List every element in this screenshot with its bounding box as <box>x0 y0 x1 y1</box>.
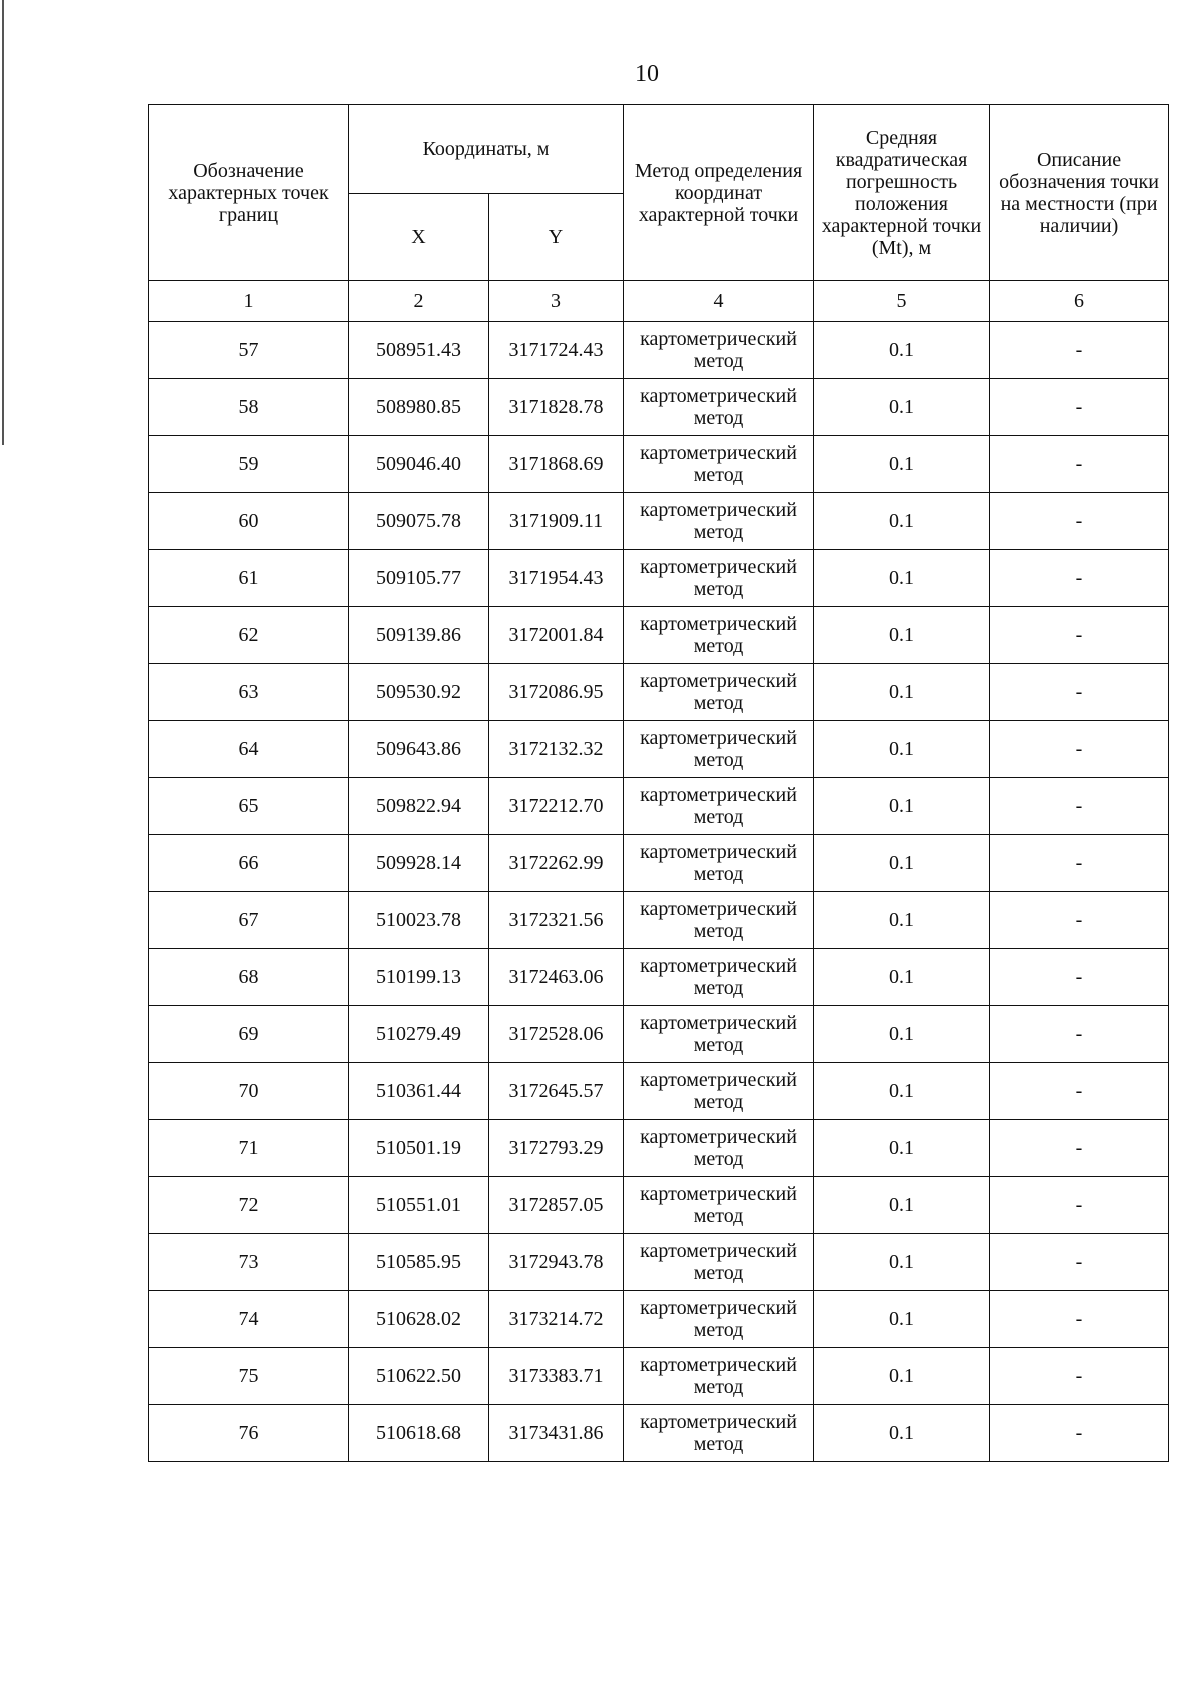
x-cell: 510622.50 <box>349 1348 489 1405</box>
point-cell: 72 <box>149 1177 349 1234</box>
header-method: Метод определения координат характерной точки <box>624 105 814 281</box>
error-cell: 0.1 <box>814 1291 990 1348</box>
column-number: 6 <box>990 281 1169 322</box>
column-number: 4 <box>624 281 814 322</box>
column-number: 1 <box>149 281 349 322</box>
x-cell: 510585.95 <box>349 1234 489 1291</box>
header-point: Обозначение характерных точек границ <box>149 105 349 281</box>
x-cell: 508951.43 <box>349 322 489 379</box>
header-row <box>149 105 1169 194</box>
x-cell: 510023.78 <box>349 892 489 949</box>
description-cell: - <box>990 835 1169 892</box>
method-cell: картометрический метод <box>624 607 814 664</box>
header-coords: Координаты, м <box>349 105 624 194</box>
table-row <box>149 1405 1169 1462</box>
error-cell: 0.1 <box>814 1006 990 1063</box>
point-cell: 70 <box>149 1063 349 1120</box>
method-cell: картометрический метод <box>624 436 814 493</box>
error-cell: 0.1 <box>814 949 990 1006</box>
point-cell: 71 <box>149 1120 349 1177</box>
x-cell: 510618.68 <box>349 1405 489 1462</box>
error-cell: 0.1 <box>814 1348 990 1405</box>
point-cell: 66 <box>149 835 349 892</box>
x-cell: 509928.14 <box>349 835 489 892</box>
x-cell: 510199.13 <box>349 949 489 1006</box>
point-cell: 69 <box>149 1006 349 1063</box>
table-row <box>149 892 1169 949</box>
description-cell: - <box>990 664 1169 721</box>
method-cell: картометрический метод <box>624 664 814 721</box>
method-cell: картометрический метод <box>624 1120 814 1177</box>
method-cell: картометрический метод <box>624 1177 814 1234</box>
y-cell: 3172943.78 <box>489 1234 624 1291</box>
table-body <box>149 322 1169 1462</box>
column-number-row <box>149 281 1169 322</box>
table-row <box>149 1234 1169 1291</box>
point-cell: 76 <box>149 1405 349 1462</box>
error-cell: 0.1 <box>814 493 990 550</box>
point-cell: 63 <box>149 664 349 721</box>
error-cell: 0.1 <box>814 1120 990 1177</box>
error-cell: 0.1 <box>814 607 990 664</box>
error-cell: 0.1 <box>814 892 990 949</box>
method-cell: картометрический метод <box>624 949 814 1006</box>
description-cell: - <box>990 892 1169 949</box>
method-cell: картометрический метод <box>624 322 814 379</box>
method-cell: картометрический метод <box>624 1291 814 1348</box>
table-row <box>149 778 1169 835</box>
description-cell: - <box>990 1291 1169 1348</box>
x-cell: 510551.01 <box>349 1177 489 1234</box>
description-cell: - <box>990 1177 1169 1234</box>
x-cell: 510501.19 <box>349 1120 489 1177</box>
method-cell: картометрический метод <box>624 835 814 892</box>
y-cell: 3173214.72 <box>489 1291 624 1348</box>
point-cell: 65 <box>149 778 349 835</box>
method-cell: картометрический метод <box>624 550 814 607</box>
x-cell: 508980.85 <box>349 379 489 436</box>
header-error: Средняя квадратическая погрешность положения характерной точки (Mt), м <box>814 105 990 281</box>
point-cell: 75 <box>149 1348 349 1405</box>
description-cell: - <box>990 1063 1169 1120</box>
table-row <box>149 949 1169 1006</box>
point-cell: 73 <box>149 1234 349 1291</box>
description-cell: - <box>990 493 1169 550</box>
table-row <box>149 1177 1169 1234</box>
description-cell: - <box>990 778 1169 835</box>
x-cell: 509139.86 <box>349 607 489 664</box>
y-cell: 3173383.71 <box>489 1348 624 1405</box>
table-row <box>149 835 1169 892</box>
error-cell: 0.1 <box>814 550 990 607</box>
error-cell: 0.1 <box>814 835 990 892</box>
x-cell: 509530.92 <box>349 664 489 721</box>
table-row <box>149 721 1169 778</box>
description-cell: - <box>990 550 1169 607</box>
y-cell: 3172132.32 <box>489 721 624 778</box>
column-number: 3 <box>489 281 624 322</box>
description-cell: - <box>990 1120 1169 1177</box>
y-cell: 3172645.57 <box>489 1063 624 1120</box>
table-row <box>149 1120 1169 1177</box>
y-cell: 3171868.69 <box>489 436 624 493</box>
column-number: 5 <box>814 281 990 322</box>
point-cell: 64 <box>149 721 349 778</box>
header-x: X <box>349 194 489 281</box>
error-cell: 0.1 <box>814 721 990 778</box>
y-cell: 3172086.95 <box>489 664 624 721</box>
point-cell: 58 <box>149 379 349 436</box>
y-cell: 3172463.06 <box>489 949 624 1006</box>
table-row <box>149 550 1169 607</box>
table-row <box>149 1348 1169 1405</box>
method-cell: картометрический метод <box>624 379 814 436</box>
header-y: Y <box>489 194 624 281</box>
x-cell: 509075.78 <box>349 493 489 550</box>
x-cell: 510361.44 <box>349 1063 489 1120</box>
error-cell: 0.1 <box>814 1234 990 1291</box>
table-row <box>149 664 1169 721</box>
y-cell: 3171954.43 <box>489 550 624 607</box>
y-cell: 3172212.70 <box>489 778 624 835</box>
method-cell: картометрический метод <box>624 1405 814 1462</box>
point-cell: 62 <box>149 607 349 664</box>
description-cell: - <box>990 607 1169 664</box>
description-cell: - <box>990 1405 1169 1462</box>
x-cell: 509822.94 <box>349 778 489 835</box>
y-cell: 3172793.29 <box>489 1120 624 1177</box>
error-cell: 0.1 <box>814 1177 990 1234</box>
point-cell: 61 <box>149 550 349 607</box>
error-cell: 0.1 <box>814 436 990 493</box>
y-cell: 3171828.78 <box>489 379 624 436</box>
y-cell: 3173431.86 <box>489 1405 624 1462</box>
table-row <box>149 379 1169 436</box>
point-cell: 60 <box>149 493 349 550</box>
error-cell: 0.1 <box>814 1063 990 1120</box>
point-cell: 67 <box>149 892 349 949</box>
error-cell: 0.1 <box>814 1405 990 1462</box>
table-row <box>149 1063 1169 1120</box>
point-cell: 57 <box>149 322 349 379</box>
x-cell: 509105.77 <box>349 550 489 607</box>
table-row <box>149 322 1169 379</box>
method-cell: картометрический метод <box>624 1234 814 1291</box>
method-cell: картометрический метод <box>624 493 814 550</box>
boundary-points-table <box>148 104 1169 1462</box>
table-row <box>149 1006 1169 1063</box>
description-cell: - <box>990 379 1169 436</box>
y-cell: 3172001.84 <box>489 607 624 664</box>
description-cell: - <box>990 322 1169 379</box>
method-cell: картометрический метод <box>624 1006 814 1063</box>
description-cell: - <box>990 436 1169 493</box>
description-cell: - <box>990 1006 1169 1063</box>
y-cell: 3172321.56 <box>489 892 624 949</box>
description-cell: - <box>990 1234 1169 1291</box>
table-row <box>149 1291 1169 1348</box>
method-cell: картометрический метод <box>624 1348 814 1405</box>
method-cell: картометрический метод <box>624 1063 814 1120</box>
page-number: 10 <box>635 61 659 87</box>
error-cell: 0.1 <box>814 778 990 835</box>
point-cell: 74 <box>149 1291 349 1348</box>
method-cell: картометрический метод <box>624 778 814 835</box>
point-cell: 59 <box>149 436 349 493</box>
error-cell: 0.1 <box>814 379 990 436</box>
y-cell: 3171724.43 <box>489 322 624 379</box>
x-cell: 509046.40 <box>349 436 489 493</box>
method-cell: картометрический метод <box>624 721 814 778</box>
y-cell: 3172528.06 <box>489 1006 624 1063</box>
y-cell: 3172857.05 <box>489 1177 624 1234</box>
x-cell: 509643.86 <box>349 721 489 778</box>
header-description: Описание обозначения точки на местности (при наличии) <box>990 105 1169 281</box>
x-cell: 510279.49 <box>349 1006 489 1063</box>
description-cell: - <box>990 1348 1169 1405</box>
description-cell: - <box>990 721 1169 778</box>
y-cell: 3172262.99 <box>489 835 624 892</box>
y-cell: 3171909.11 <box>489 493 624 550</box>
error-cell: 0.1 <box>814 322 990 379</box>
table-row <box>149 607 1169 664</box>
table-row <box>149 493 1169 550</box>
table-row <box>149 436 1169 493</box>
method-cell: картометрический метод <box>624 892 814 949</box>
x-cell: 510628.02 <box>349 1291 489 1348</box>
description-cell: - <box>990 949 1169 1006</box>
point-cell: 68 <box>149 949 349 1006</box>
column-number: 2 <box>349 281 489 322</box>
error-cell: 0.1 <box>814 664 990 721</box>
